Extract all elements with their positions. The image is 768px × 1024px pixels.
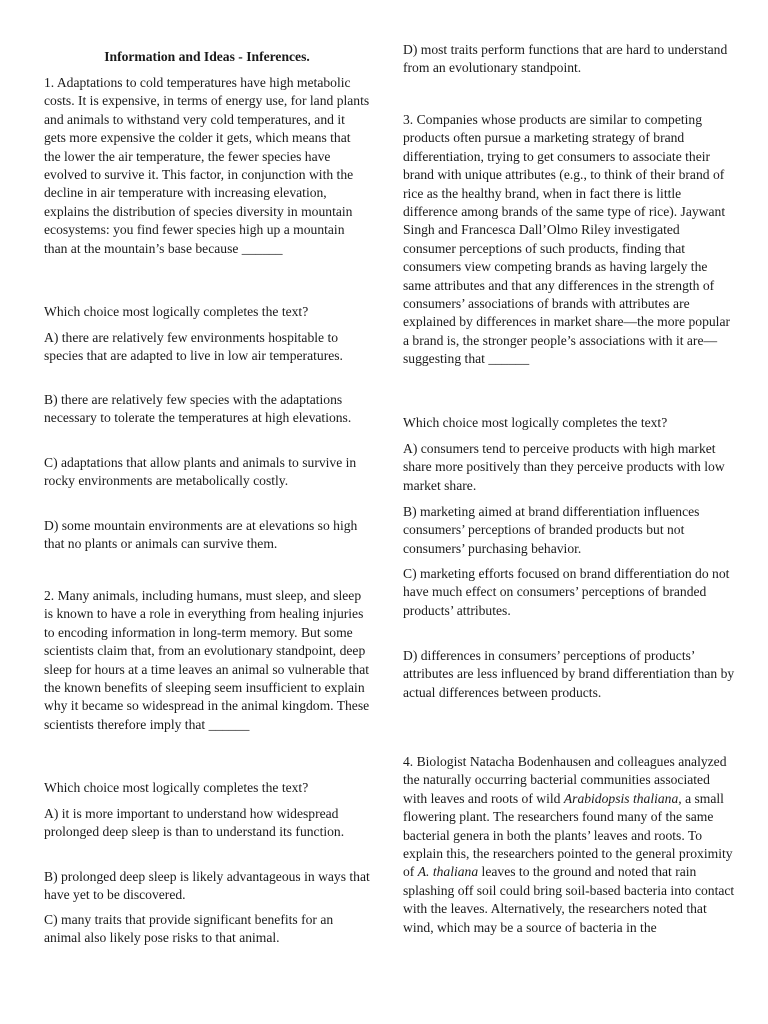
- q1-option-c: C) adaptations that allow plants and animals to survive in rocky environments are metabolically costly.: [44, 455, 357, 489]
- q3-passage: 3. Companies whose products are similar to competing products often pursue a marketing strategy of brand differentiation, trying to get consumers to associate their brand with unique attributes (e.g., to think of their brand of rice as the healthy brand, when in fact there is little difference among brands of the same type of rice). Jaywant Singh and Francesca Dall’Olmo Riley investigated consumer perceptions of such products, finding that consumers view competing brands as having largely the same attributes and that any differences in the strength of consumers’ associations of brands with attributes are explained by differences in market share—the more popular a brand is, the stronger people’s associations with it are—suggesting that ______: [403, 112, 731, 367]
- q4-species-full: Arabidopsis thaliana: [563, 790, 679, 806]
- q2-option-d: D) most traits perform functions that are hard to understand from an evolutionary standpoint.: [403, 42, 728, 76]
- q3-option-a: A) consumers tend to perceive products with high market share more positively than they perceive products with low market share.: [403, 441, 725, 493]
- q3-option-c: C) marketing efforts focused on brand differentiation do not have much effect on consumers’ perceptions of branded products’ attributes.: [403, 566, 730, 618]
- q1-option-b: B) there are relatively few species with the adaptations necessary to tolerate the temperatures at high elevations.: [44, 392, 352, 426]
- q1-option-d: D) some mountain environments are at elevations so high that no plants or animals can survive them.: [44, 518, 358, 552]
- q4-passage: [403, 753, 735, 937]
- q4-passage-start: 4. Biologist Natacha Bodenhausen and colleagues analyzed the naturally occurring bacterial communities associated with leaves and roots of wild: [403, 754, 727, 806]
- q3-option-d: D) differences in consumers’ perceptions of products’ attributes are less influenced by brand differentiation than by actual differences between products.: [403, 648, 735, 700]
- q1-prompt: Which choice most logically completes the text?: [44, 304, 309, 319]
- q3-option-b: B) marketing aimed at brand differentiation influences consumers’ perceptions of branded products but not consumers’ purchasing behavior.: [403, 504, 700, 556]
- q1-passage: 1. Adaptations to cold temperatures have high metabolic costs. It is expensive, in terms of energy use, for land plants and animals to withstand very cold temperatures, and it gets more expensive the colder it gets, which means that the lower the air temperature, the fewer species have evolved to survive it. This factor, in conjunction with the decline in air temperature with increasing elevation, explains the distribution of species diversity in mountain ecosystems: you find fewer species high up a mountain than at the mountain’s base because ______: [44, 75, 370, 256]
- page-title: Information and Ideas - Inferences.: [104, 49, 310, 64]
- q2-option-c: C) many traits that provide significant benefits for an animal also likely pose risks to that animal.: [44, 912, 334, 946]
- q2-option-a: A) it is more important to understand how widespread prolonged deep sleep is than to understand its function.: [44, 806, 345, 840]
- q2-prompt: Which choice most logically completes the text?: [44, 780, 309, 795]
- q2-passage: 2. Many animals, including humans, must sleep, and sleep is known to have a role in everything from healing injuries to encoding information in long-term memory. But some scientists claim that, from an evolutionary standpoint, deep sleep for hours at a time leaves an animal so vulnerable that the known benefits of sleeping seem insufficient to explain why it became so widespread in the animal kingdom. These scientists therefore imply that ______: [44, 588, 370, 732]
- q4-passage-mid: , a small flowering plant. The researchers found many of the same bacterial genera in both the plants’ leaves and roots. To explain this, the researchers pointed to the general proximity of: [403, 790, 733, 880]
- q2-option-b: B) prolonged deep sleep is likely advantageous in ways that have yet to be discovered.: [44, 869, 370, 903]
- q4-species-short: A. thaliana: [417, 864, 479, 880]
- q4-passage-end: leaves to the ground and noted that rain splashing off soil could bring soil-based bacteria into contact with the leaves. Alternatively, the researchers noted that wind, which may be a source of bacteria in the: [403, 864, 735, 935]
- q3-prompt: Which choice most logically completes the text?: [403, 415, 668, 430]
- q1-option-a: A) there are relatively few environments hospitable to species that are adapted to live in low air temperatures.: [44, 330, 343, 364]
